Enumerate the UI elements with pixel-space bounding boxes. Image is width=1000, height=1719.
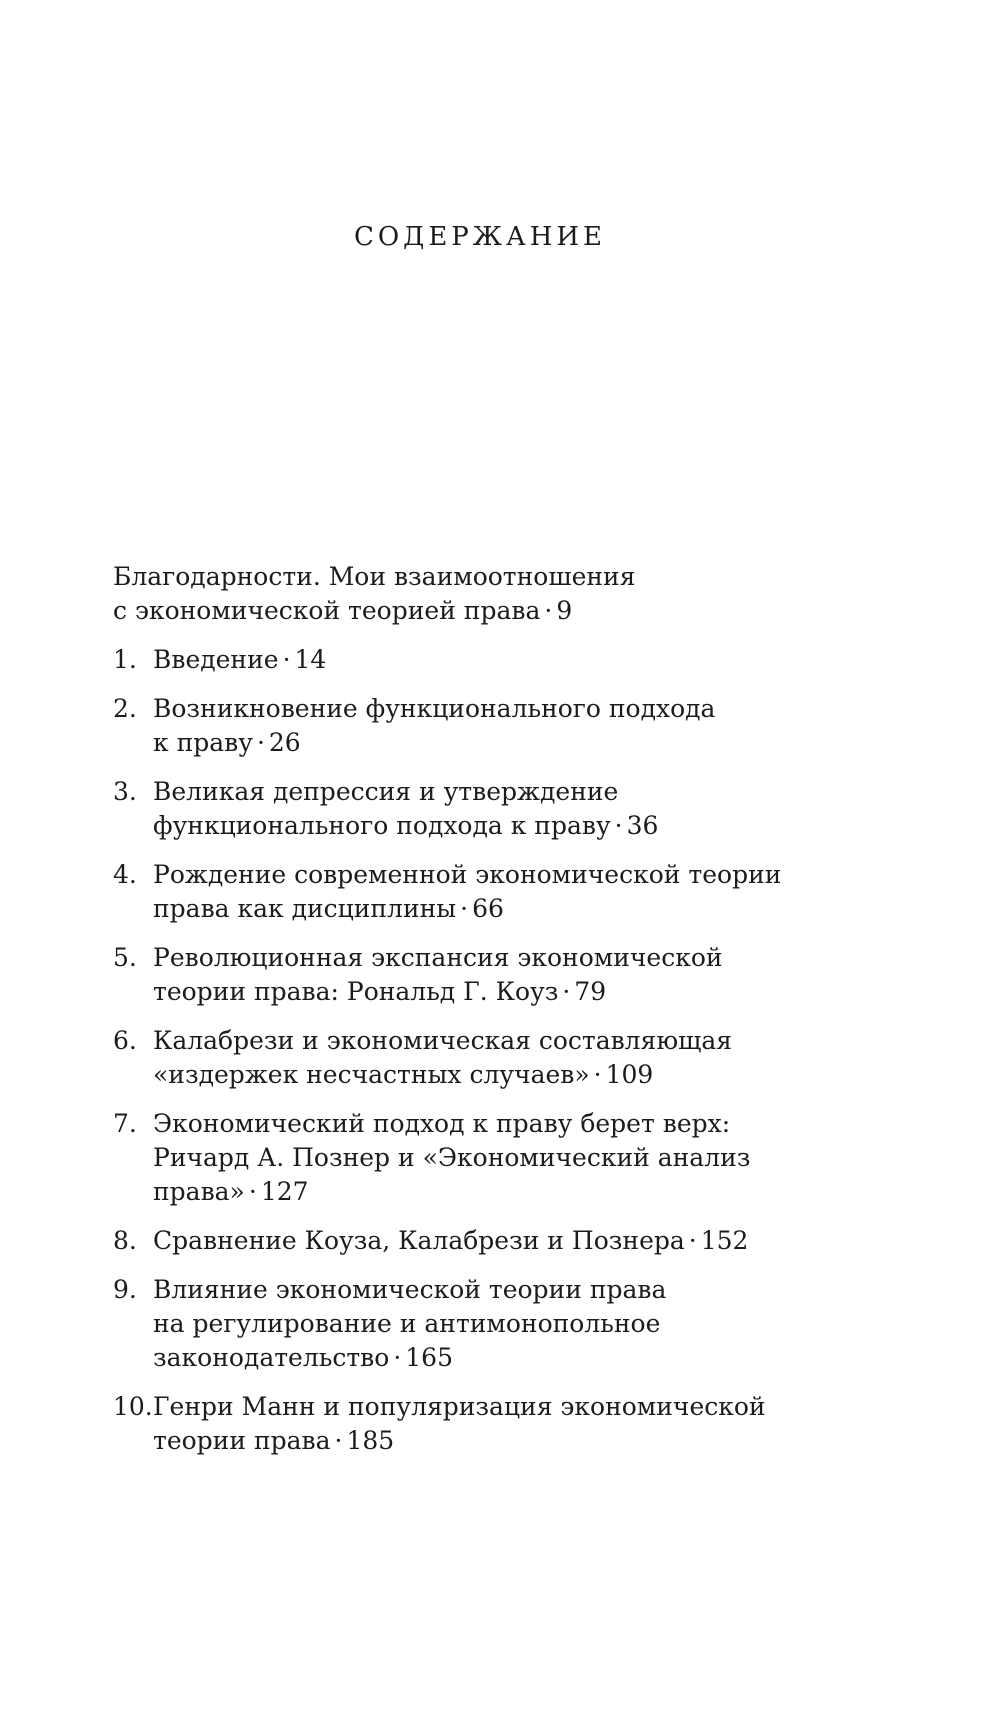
table-of-contents — [113, 560, 833, 1473]
toc-entry-text — [113, 1024, 833, 1092]
toc-chapter-number: 7. — [113, 1109, 137, 1138]
toc-entry-line-text: Введение — [153, 645, 279, 674]
toc-entry-text — [113, 1390, 833, 1458]
toc-page-number: 66 — [472, 894, 504, 923]
toc-entry-text — [113, 775, 833, 843]
toc-separator: · — [614, 811, 623, 840]
toc-separator: · — [688, 1226, 697, 1255]
toc-entry-4[interactable] — [113, 858, 833, 926]
toc-entry-line — [153, 643, 833, 677]
toc-page-number: 165 — [405, 1343, 453, 1372]
toc-separator: · — [393, 1343, 402, 1372]
toc-chapter-number: 4. — [113, 860, 137, 889]
toc-entry-line — [153, 975, 833, 1009]
toc-separator: · — [544, 596, 553, 625]
toc-entry-line-text: Сравнение Коуза, Калабрези и Познера — [153, 1226, 685, 1255]
toc-entry-text — [113, 560, 833, 628]
toc-entry-line — [153, 1224, 833, 1258]
toc-entry-line-text: функционального подхода к праву — [153, 811, 611, 840]
toc-page-number: 26 — [268, 728, 301, 757]
toc-entry-line — [153, 809, 833, 843]
toc-entry-line: Влияние экономической теории права — [153, 1275, 667, 1304]
toc-separator: · — [593, 1060, 602, 1089]
toc-entry-line-text: права как дисциплины — [153, 894, 457, 923]
toc-entry-acknowledgements[interactable] — [113, 560, 833, 628]
toc-separator: · — [562, 977, 571, 1006]
toc-entry-9[interactable] — [113, 1273, 833, 1375]
toc-entry-line: Ричард А. Познер и «Экономический анализ — [153, 1143, 751, 1172]
toc-page-number: 9 — [556, 596, 573, 625]
toc-page-number: 127 — [260, 1177, 309, 1206]
toc-entry-line-text: к праву — [153, 728, 253, 757]
toc-entry-line: Революционная экспансия экономической — [153, 943, 723, 972]
toc-entry-line: на регулирование и антимонопольное — [153, 1309, 661, 1338]
toc-entry-8[interactable] — [113, 1224, 833, 1258]
page-title: СОДЕРЖАНИЕ — [353, 222, 607, 252]
toc-separator: · — [334, 1426, 343, 1455]
toc-chapter-number: 1. — [113, 645, 137, 674]
toc-entry-line: Благодарности. Мои взаимоотношения — [113, 562, 636, 591]
toc-chapter-number: 9. — [113, 1275, 137, 1304]
toc-entry-text — [113, 692, 833, 760]
toc-entry-line-text: права» — [153, 1177, 245, 1206]
toc-chapter-number: 2. — [113, 694, 137, 723]
toc-entry-line: Возникновение функционального подхода — [153, 694, 716, 723]
toc-entry-text — [113, 1224, 833, 1258]
toc-entry-line — [153, 1175, 833, 1209]
toc-entry-line: Калабрези и экономическая составляющая — [153, 1026, 733, 1055]
toc-entry-line: Генри Манн и популяризация экономической — [153, 1392, 766, 1421]
toc-entry-line — [153, 1424, 833, 1458]
toc-chapter-number: 8. — [113, 1226, 137, 1255]
toc-entry-text — [113, 858, 833, 926]
toc-entry-line-text: с экономической теорией права — [113, 596, 541, 625]
toc-chapter-number: 3. — [113, 777, 137, 806]
toc-entry-line-text: «издержек несчастных случаев» — [153, 1060, 590, 1089]
toc-entry-line: Великая депрессия и утверждение — [153, 777, 619, 806]
toc-entry-line: Рождение современной экономической теории — [153, 860, 782, 889]
toc-chapter-number: 10. — [113, 1392, 153, 1421]
toc-entry-line — [153, 892, 833, 926]
toc-page-number: 109 — [605, 1060, 654, 1089]
toc-entry-line-text: теории права — [153, 1426, 331, 1455]
toc-page-number: 79 — [574, 977, 607, 1006]
toc-page-number: 36 — [626, 811, 659, 840]
toc-entry-line — [153, 1341, 833, 1375]
toc-entry-text — [113, 1107, 833, 1209]
toc-entry-2[interactable] — [113, 692, 833, 760]
toc-separator: · — [256, 728, 265, 757]
toc-separator: · — [248, 1177, 257, 1206]
toc-page-number: 14 — [294, 645, 327, 674]
toc-entry-5[interactable] — [113, 941, 833, 1009]
toc-entry-line-text: законодательство — [153, 1343, 390, 1372]
toc-entry-1[interactable] — [113, 643, 833, 677]
toc-entry-3[interactable] — [113, 775, 833, 843]
toc-page-number: 185 — [346, 1426, 395, 1455]
toc-entry-line — [153, 726, 833, 760]
toc-entry-6[interactable] — [113, 1024, 833, 1092]
toc-page-number: 152 — [700, 1226, 749, 1255]
toc-entry-7[interactable] — [113, 1107, 833, 1209]
toc-entry-10[interactable] — [113, 1390, 833, 1458]
toc-entry-line — [113, 594, 833, 628]
toc-entry-text — [113, 643, 833, 677]
toc-entry-text — [113, 1273, 833, 1375]
toc-entry-line — [153, 1058, 833, 1092]
toc-chapter-number: 5. — [113, 943, 137, 972]
toc-entry-line-text: теории права: Рональд Г. Коуз — [153, 977, 559, 1006]
toc-entry-text — [113, 941, 833, 1009]
toc-separator: · — [460, 894, 469, 923]
toc-chapter-number: 6. — [113, 1026, 137, 1055]
toc-entry-line: Экономический подход к праву берет верх: — [153, 1109, 731, 1138]
toc-separator: · — [282, 645, 291, 674]
